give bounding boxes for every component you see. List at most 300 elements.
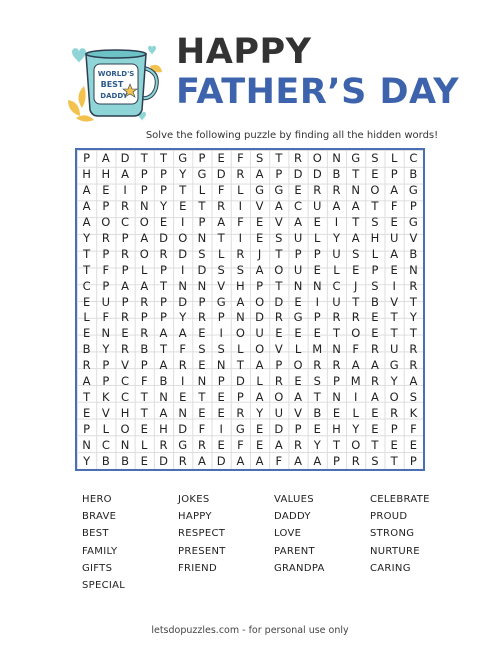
- grid-cell[interactable]: R: [409, 342, 418, 357]
- grid-cell[interactable]: R: [121, 342, 130, 357]
- grid-cell[interactable]: O: [139, 214, 149, 229]
- grid-cell[interactable]: E: [140, 422, 148, 437]
- grid-cell[interactable]: E: [390, 262, 398, 277]
- grid-cell[interactable]: N: [197, 230, 207, 245]
- grid-cell[interactable]: O: [389, 390, 399, 405]
- grid-cell[interactable]: D: [178, 246, 188, 261]
- grid-cell[interactable]: D: [178, 294, 188, 309]
- grid-cell[interactable]: F: [237, 150, 244, 165]
- grid-cell[interactable]: E: [102, 182, 110, 197]
- grid-cell[interactable]: P: [371, 262, 379, 277]
- grid-cell[interactable]: R: [351, 310, 360, 325]
- grid-cell[interactable]: T: [409, 294, 417, 309]
- grid-cell[interactable]: A: [255, 166, 264, 181]
- grid-cell[interactable]: D: [216, 454, 226, 469]
- grid-cell[interactable]: E: [179, 198, 187, 213]
- grid-cell[interactable]: R: [294, 438, 303, 453]
- grid-cell[interactable]: R: [370, 342, 379, 357]
- grid-cell[interactable]: G: [293, 310, 303, 325]
- grid-cell[interactable]: I: [123, 182, 127, 197]
- grid-cell[interactable]: N: [197, 278, 207, 293]
- grid-cell[interactable]: I: [392, 278, 396, 293]
- grid-cell[interactable]: P: [160, 182, 167, 197]
- grid-cell[interactable]: U: [255, 326, 264, 341]
- grid-cell[interactable]: A: [294, 214, 302, 229]
- grid-cell[interactable]: R: [390, 406, 399, 421]
- grid-cell[interactable]: N: [293, 278, 303, 293]
- grid-cell[interactable]: L: [141, 438, 148, 453]
- grid-cell[interactable]: E: [371, 310, 379, 325]
- grid-cell[interactable]: P: [409, 198, 417, 213]
- grid-cell[interactable]: G: [216, 294, 226, 309]
- grid-cell[interactable]: P: [140, 166, 148, 181]
- grid-cell[interactable]: N: [101, 326, 111, 341]
- grid-cell[interactable]: E: [409, 438, 418, 453]
- grid-cell[interactable]: O: [255, 294, 265, 309]
- grid-cell[interactable]: P: [140, 358, 148, 373]
- grid-cell[interactable]: I: [238, 198, 243, 213]
- grid-cell[interactable]: G: [178, 150, 188, 165]
- grid-cell[interactable]: P: [198, 294, 206, 309]
- grid-cell[interactable]: Y: [332, 230, 340, 245]
- grid-cell[interactable]: P: [275, 166, 283, 181]
- grid-cell[interactable]: I: [315, 294, 319, 309]
- grid-cell[interactable]: T: [83, 246, 91, 261]
- grid-cell[interactable]: E: [294, 294, 302, 309]
- grid-cell[interactable]: P: [409, 454, 417, 469]
- grid-cell[interactable]: O: [178, 230, 188, 245]
- grid-cell[interactable]: V: [409, 230, 418, 245]
- grid-cell[interactable]: D: [120, 150, 130, 165]
- grid-cell[interactable]: R: [236, 246, 245, 261]
- grid-cell[interactable]: A: [217, 214, 226, 229]
- grid-cell[interactable]: S: [371, 278, 379, 293]
- grid-cell[interactable]: U: [293, 230, 303, 245]
- grid-cell[interactable]: A: [140, 278, 149, 293]
- grid-cell[interactable]: E: [390, 214, 398, 229]
- grid-cell[interactable]: G: [274, 182, 284, 197]
- grid-cell[interactable]: R: [332, 358, 341, 373]
- grid-cell[interactable]: I: [181, 262, 185, 277]
- grid-cell[interactable]: N: [332, 150, 341, 165]
- grid-cell[interactable]: S: [371, 454, 379, 469]
- grid-cell[interactable]: A: [409, 374, 418, 389]
- grid-cell[interactable]: E: [294, 182, 302, 197]
- grid-cell[interactable]: F: [410, 422, 417, 437]
- grid-cell[interactable]: F: [198, 422, 206, 437]
- grid-cell[interactable]: T: [159, 150, 167, 165]
- grid-cell[interactable]: B: [82, 342, 91, 357]
- grid-cell[interactable]: N: [178, 278, 188, 293]
- grid-cell[interactable]: C: [101, 438, 110, 453]
- grid-cell[interactable]: E: [313, 214, 321, 229]
- grid-cell[interactable]: T: [371, 198, 379, 213]
- grid-cell[interactable]: F: [390, 198, 398, 213]
- grid-cell[interactable]: O: [370, 182, 380, 197]
- grid-cell[interactable]: T: [390, 454, 398, 469]
- grid-cell[interactable]: B: [313, 406, 322, 421]
- grid-cell[interactable]: R: [82, 358, 91, 373]
- grid-cell[interactable]: T: [390, 310, 398, 325]
- grid-cell[interactable]: N: [332, 390, 341, 405]
- grid-cell[interactable]: R: [178, 358, 187, 373]
- grid-cell[interactable]: N: [159, 390, 168, 405]
- grid-cell[interactable]: L: [333, 262, 340, 277]
- grid-cell[interactable]: Y: [83, 230, 91, 245]
- grid-cell[interactable]: A: [255, 358, 264, 373]
- grid-cell[interactable]: V: [274, 214, 283, 229]
- grid-cell[interactable]: S: [198, 342, 206, 357]
- grid-cell[interactable]: B: [140, 342, 149, 357]
- grid-cell[interactable]: E: [371, 406, 379, 421]
- grid-cell[interactable]: T: [352, 214, 360, 229]
- grid-cell[interactable]: E: [352, 262, 360, 277]
- grid-cell[interactable]: Y: [409, 310, 417, 325]
- grid-cell[interactable]: A: [390, 182, 399, 197]
- grid-cell[interactable]: P: [160, 166, 167, 181]
- grid-cell[interactable]: T: [179, 182, 187, 197]
- grid-cell[interactable]: C: [121, 390, 130, 405]
- grid-cell[interactable]: P: [390, 166, 398, 181]
- grid-cell[interactable]: A: [121, 166, 129, 181]
- grid-cell[interactable]: A: [140, 230, 149, 245]
- grid-cell[interactable]: A: [159, 358, 168, 373]
- grid-cell[interactable]: R: [140, 326, 149, 341]
- grid-cell[interactable]: P: [333, 454, 340, 469]
- grid-cell[interactable]: T: [275, 150, 283, 165]
- grid-cell[interactable]: E: [371, 422, 379, 437]
- grid-cell[interactable]: E: [371, 326, 379, 341]
- grid-cell[interactable]: E: [140, 454, 148, 469]
- grid-cell[interactable]: E: [217, 150, 225, 165]
- grid-cell[interactable]: R: [236, 406, 245, 421]
- grid-cell[interactable]: P: [140, 182, 148, 197]
- grid-cell[interactable]: P: [390, 422, 398, 437]
- grid-cell[interactable]: B: [159, 374, 168, 389]
- grid-cell[interactable]: I: [181, 214, 185, 229]
- grid-cell[interactable]: V: [255, 198, 264, 213]
- grid-cell[interactable]: E: [217, 438, 225, 453]
- grid-cell[interactable]: T: [390, 326, 398, 341]
- grid-cell[interactable]: K: [409, 406, 418, 421]
- grid-cell[interactable]: U: [293, 262, 303, 277]
- grid-cell[interactable]: O: [120, 422, 130, 437]
- grid-cell[interactable]: A: [351, 198, 360, 213]
- grid-cell[interactable]: I: [334, 214, 339, 229]
- grid-cell[interactable]: F: [217, 182, 225, 197]
- grid-cell[interactable]: N: [236, 310, 245, 325]
- grid-cell[interactable]: E: [255, 230, 264, 245]
- grid-cell[interactable]: A: [159, 406, 168, 421]
- grid-cell[interactable]: P: [83, 150, 91, 165]
- grid-cell[interactable]: R: [159, 438, 168, 453]
- grid-cell[interactable]: U: [389, 230, 399, 245]
- grid-cell[interactable]: V: [217, 278, 226, 293]
- grid-cell[interactable]: L: [102, 422, 110, 437]
- grid-cell[interactable]: I: [219, 326, 223, 341]
- grid-cell[interactable]: T: [140, 390, 148, 405]
- grid-cell[interactable]: R: [409, 358, 418, 373]
- grid-cell[interactable]: R: [370, 374, 379, 389]
- grid-cell[interactable]: P: [83, 422, 91, 437]
- grid-cell[interactable]: L: [371, 246, 379, 261]
- grid-cell[interactable]: F: [352, 342, 360, 357]
- grid-cell[interactable]: E: [179, 390, 187, 405]
- grid-cell[interactable]: F: [102, 310, 110, 325]
- grid-cell[interactable]: H: [120, 406, 130, 421]
- grid-cell[interactable]: R: [101, 230, 110, 245]
- grid-cell[interactable]: F: [102, 262, 110, 277]
- grid-cell[interactable]: D: [178, 422, 188, 437]
- grid-cell[interactable]: T: [313, 390, 321, 405]
- grid-cell[interactable]: Y: [313, 438, 321, 453]
- grid-cell[interactable]: L: [390, 150, 398, 165]
- grid-cell[interactable]: A: [371, 390, 379, 405]
- grid-cell[interactable]: N: [409, 262, 418, 277]
- grid-cell[interactable]: S: [255, 150, 264, 165]
- grid-cell[interactable]: R: [140, 294, 149, 309]
- grid-cell[interactable]: A: [255, 390, 264, 405]
- grid-cell[interactable]: P: [121, 230, 129, 245]
- grid-cell[interactable]: N: [178, 406, 188, 421]
- grid-cell[interactable]: U: [101, 294, 111, 309]
- grid-cell[interactable]: P: [313, 310, 321, 325]
- grid-cell[interactable]: P: [236, 390, 244, 405]
- grid-cell[interactable]: D: [197, 262, 207, 277]
- grid-cell[interactable]: S: [236, 262, 245, 277]
- grid-cell[interactable]: B: [409, 166, 418, 181]
- grid-cell[interactable]: A: [101, 150, 110, 165]
- grid-cell[interactable]: P: [217, 310, 225, 325]
- grid-cell[interactable]: F: [140, 374, 148, 389]
- grid-cell[interactable]: A: [121, 278, 129, 293]
- grid-cell[interactable]: O: [255, 342, 265, 357]
- grid-cell[interactable]: T: [159, 342, 167, 357]
- grid-cell[interactable]: U: [332, 294, 341, 309]
- grid-cell[interactable]: P: [294, 422, 302, 437]
- grid-cell[interactable]: O: [235, 326, 245, 341]
- grid-cell[interactable]: R: [313, 182, 322, 197]
- grid-cell[interactable]: T: [83, 262, 91, 277]
- grid-cell[interactable]: T: [352, 166, 360, 181]
- grid-cell[interactable]: L: [198, 182, 206, 197]
- grid-cell[interactable]: A: [198, 454, 206, 469]
- grid-cell[interactable]: A: [82, 198, 91, 213]
- grid-cell[interactable]: L: [141, 262, 148, 277]
- grid-cell[interactable]: E: [294, 374, 302, 389]
- grid-cell[interactable]: F: [237, 214, 244, 229]
- grid-cell[interactable]: O: [351, 326, 361, 341]
- grid-cell[interactable]: A: [82, 182, 91, 197]
- grid-cell[interactable]: P: [198, 150, 206, 165]
- grid-cell[interactable]: D: [293, 166, 303, 181]
- grid-cell[interactable]: E: [198, 326, 206, 341]
- grid-cell[interactable]: R: [332, 182, 341, 197]
- grid-cell[interactable]: N: [332, 342, 341, 357]
- grid-cell[interactable]: Y: [102, 342, 110, 357]
- grid-cell[interactable]: T: [236, 358, 244, 373]
- grid-cell[interactable]: E: [255, 422, 264, 437]
- grid-cell[interactable]: P: [102, 278, 110, 293]
- grid-cell[interactable]: V: [101, 406, 110, 421]
- grid-cell[interactable]: O: [351, 438, 361, 453]
- grid-cell[interactable]: E: [313, 326, 321, 341]
- grid-cell[interactable]: L: [294, 342, 302, 357]
- grid-cell[interactable]: D: [159, 230, 168, 245]
- grid-cell[interactable]: S: [217, 262, 225, 277]
- grid-cell[interactable]: R: [351, 454, 360, 469]
- grid-cell[interactable]: B: [409, 246, 418, 261]
- grid-cell[interactable]: P: [294, 246, 302, 261]
- grid-cell[interactable]: M: [350, 374, 361, 389]
- grid-cell[interactable]: R: [217, 198, 226, 213]
- grid-cell[interactable]: P: [217, 374, 225, 389]
- grid-cell[interactable]: P: [333, 374, 340, 389]
- grid-cell[interactable]: T: [217, 230, 225, 245]
- grid-cell[interactable]: A: [274, 438, 283, 453]
- grid-cell[interactable]: C: [121, 214, 130, 229]
- grid-cell[interactable]: U: [313, 198, 322, 213]
- grid-cell[interactable]: H: [332, 422, 341, 437]
- grid-cell[interactable]: N: [139, 198, 149, 213]
- grid-cell[interactable]: C: [121, 374, 130, 389]
- grid-cell[interactable]: E: [255, 438, 264, 453]
- grid-cell[interactable]: L: [237, 342, 244, 357]
- grid-cell[interactable]: R: [197, 310, 206, 325]
- grid-cell[interactable]: S: [371, 150, 379, 165]
- grid-cell[interactable]: E: [82, 294, 91, 309]
- grid-cell[interactable]: Y: [390, 374, 398, 389]
- grid-cell[interactable]: T: [332, 326, 340, 341]
- grid-cell[interactable]: T: [198, 198, 206, 213]
- grid-cell[interactable]: D: [312, 166, 322, 181]
- grid-cell[interactable]: U: [274, 406, 284, 421]
- grid-cell[interactable]: S: [217, 342, 225, 357]
- grid-cell[interactable]: L: [237, 182, 244, 197]
- grid-cell[interactable]: R: [121, 310, 130, 325]
- grid-cell[interactable]: E: [294, 326, 302, 341]
- grid-cell[interactable]: U: [332, 246, 341, 261]
- grid-cell[interactable]: E: [255, 214, 264, 229]
- grid-cell[interactable]: P: [275, 358, 283, 373]
- grid-cell[interactable]: A: [351, 230, 360, 245]
- grid-cell[interactable]: L: [256, 374, 263, 389]
- grid-cell[interactable]: O: [101, 214, 111, 229]
- grid-cell[interactable]: P: [160, 262, 167, 277]
- grid-cell[interactable]: R: [121, 198, 130, 213]
- grid-cell[interactable]: T: [275, 278, 283, 293]
- grid-cell[interactable]: T: [83, 390, 91, 405]
- grid-cell[interactable]: R: [313, 358, 322, 373]
- grid-cell[interactable]: R: [236, 166, 245, 181]
- grid-cell[interactable]: P: [198, 214, 206, 229]
- grid-cell[interactable]: B: [121, 454, 129, 469]
- grid-cell[interactable]: D: [274, 294, 284, 309]
- grid-cell[interactable]: T: [275, 246, 283, 261]
- grid-cell[interactable]: N: [216, 358, 226, 373]
- grid-cell[interactable]: O: [274, 390, 284, 405]
- grid-cell[interactable]: Y: [256, 406, 264, 421]
- grid-cell[interactable]: R: [294, 150, 303, 165]
- grid-cell[interactable]: C: [332, 278, 341, 293]
- grid-cell[interactable]: E: [313, 262, 321, 277]
- grid-cell[interactable]: E: [332, 406, 341, 421]
- grid-cell[interactable]: A: [82, 374, 91, 389]
- grid-cell[interactable]: S: [352, 246, 360, 261]
- grid-cell[interactable]: S: [371, 214, 379, 229]
- grid-cell[interactable]: E: [371, 166, 379, 181]
- grid-cell[interactable]: A: [236, 454, 245, 469]
- grid-cell[interactable]: B: [101, 454, 110, 469]
- grid-cell[interactable]: M: [312, 342, 323, 357]
- grid-cell[interactable]: E: [217, 390, 225, 405]
- grid-cell[interactable]: H: [236, 278, 245, 293]
- grid-cell[interactable]: V: [274, 342, 283, 357]
- grid-cell[interactable]: A: [178, 326, 187, 341]
- grid-cell[interactable]: E: [198, 406, 206, 421]
- grid-cell[interactable]: E: [121, 326, 129, 341]
- grid-cell[interactable]: B: [332, 166, 341, 181]
- grid-cell[interactable]: A: [294, 454, 302, 469]
- grid-cell[interactable]: R: [332, 310, 341, 325]
- grid-cell[interactable]: P: [121, 294, 129, 309]
- grid-cell[interactable]: A: [371, 358, 379, 373]
- grid-cell[interactable]: P: [313, 246, 321, 261]
- grid-cell[interactable]: R: [178, 454, 187, 469]
- grid-cell[interactable]: R: [159, 246, 168, 261]
- grid-cell[interactable]: R: [409, 278, 418, 293]
- grid-cell[interactable]: S: [198, 246, 206, 261]
- grid-cell[interactable]: C: [82, 278, 91, 293]
- grid-cell[interactable]: S: [275, 230, 283, 245]
- grid-cell[interactable]: A: [351, 358, 360, 373]
- grid-cell[interactable]: A: [255, 454, 264, 469]
- grid-cell[interactable]: D: [216, 166, 226, 181]
- grid-cell[interactable]: L: [352, 406, 359, 421]
- grid-cell[interactable]: I: [219, 422, 223, 437]
- grid-cell[interactable]: T: [140, 150, 148, 165]
- grid-cell[interactable]: S: [409, 390, 418, 405]
- grid-cell[interactable]: E: [275, 326, 283, 341]
- grid-cell[interactable]: N: [82, 438, 91, 453]
- grid-cell[interactable]: P: [160, 310, 167, 325]
- grid-cell[interactable]: I: [354, 390, 358, 405]
- grid-cell[interactable]: E: [159, 214, 168, 229]
- grid-cell[interactable]: A: [332, 198, 341, 213]
- grid-cell[interactable]: J: [354, 278, 358, 293]
- grid-cell[interactable]: G: [235, 422, 245, 437]
- grid-cell[interactable]: E: [82, 326, 91, 341]
- grid-cell[interactable]: A: [255, 262, 264, 277]
- grid-cell[interactable]: T: [159, 278, 167, 293]
- grid-cell[interactable]: T: [371, 438, 379, 453]
- grid-cell[interactable]: K: [102, 390, 110, 405]
- grid-cell[interactable]: A: [313, 454, 322, 469]
- grid-cell[interactable]: H: [159, 422, 168, 437]
- grid-cell[interactable]: L: [314, 230, 321, 245]
- grid-cell[interactable]: R: [274, 310, 283, 325]
- grid-cell[interactable]: I: [238, 230, 243, 245]
- grid-cell[interactable]: O: [139, 246, 149, 261]
- grid-cell[interactable]: G: [197, 166, 207, 181]
- grid-cell[interactable]: C: [409, 150, 418, 165]
- grid-cell[interactable]: E: [217, 406, 225, 421]
- grid-cell[interactable]: P: [256, 278, 264, 293]
- grid-cell[interactable]: L: [217, 246, 225, 261]
- grid-cell[interactable]: R: [274, 374, 283, 389]
- grid-cell[interactable]: A: [294, 390, 302, 405]
- grid-cell[interactable]: Y: [179, 166, 187, 181]
